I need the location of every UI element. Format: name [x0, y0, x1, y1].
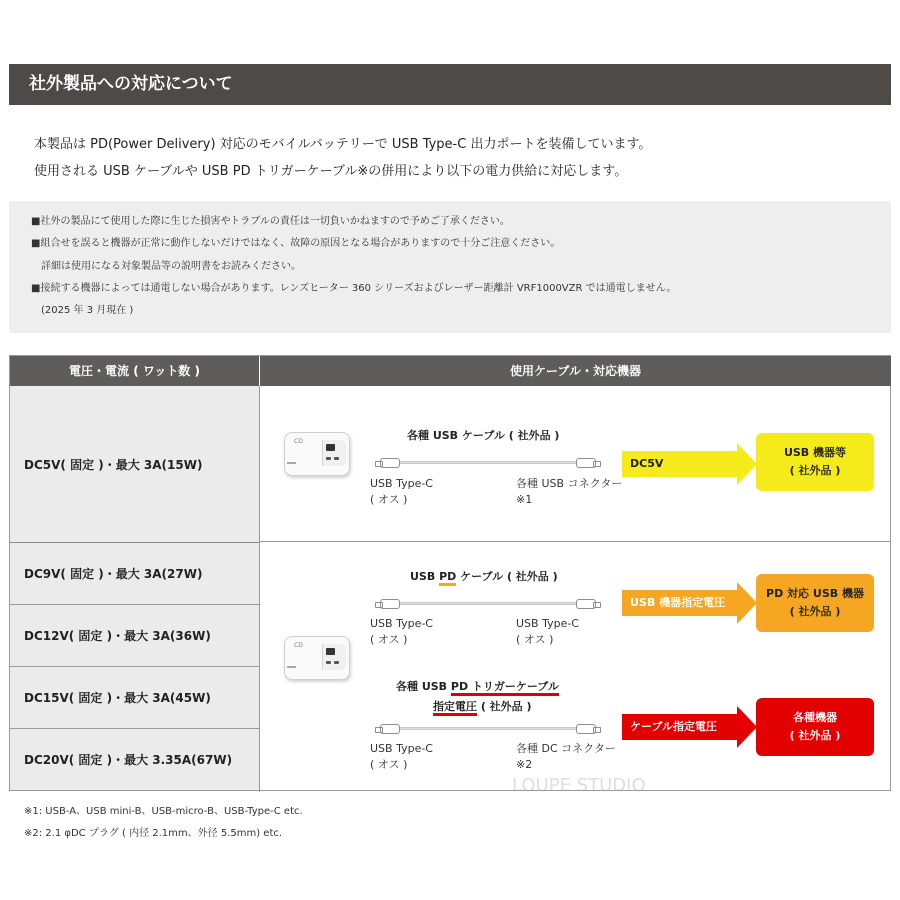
note-1: ■社外の製品にて使用した際に生じた損害やトラブルの責任は一切負いかねますので予めご了承ください。	[31, 216, 510, 227]
table-header-cable: 使用ケーブル・対応機器	[260, 356, 891, 386]
watermark: LOUPE STUDIO	[512, 775, 646, 796]
cable2-right-end: USB Type-C ( オス )	[516, 617, 579, 646]
cable3-right-end: 各種 DC コネクター ※2	[516, 742, 616, 771]
device-box-pd: PD 対応 USB 機器 ( 社外品 )	[756, 574, 874, 632]
spec-table	[9, 355, 891, 791]
row-dc20v: DC20V( 固定 )・最大 3.35A(67W)	[10, 728, 259, 790]
cable1-right-end: 各種 USB コネクター ※1	[516, 477, 623, 506]
cable2-left-end: USB Type-C ( オス )	[370, 617, 433, 646]
note-date: (2025 年 3 月現在 )	[41, 305, 134, 317]
row-separator	[260, 541, 891, 542]
note-3: 詳細は使用になる対象製品等の説明書をお読みください。	[41, 260, 301, 272]
power-bank-image-1: CD	[284, 432, 352, 478]
table-header-voltage: 電圧・電流 ( ワット数 )	[10, 356, 259, 386]
device-box-usb: USB 機器等 ( 社外品 )	[756, 433, 874, 491]
note-2: ■組合せを誤ると機器が正常に動作しないだけではなく、故障の原因となる場合がありますので十分ご注意ください。	[31, 238, 561, 250]
arrow-cable-voltage: ケーブル指定電圧	[622, 706, 757, 748]
table-divider	[259, 386, 260, 792]
intro-line-2: 使用される USB ケーブルや USB PD トリガーケーブル※の併用により以下の電力供給に対応します。	[34, 164, 628, 179]
cable3-left-end: USB Type-C ( オス )	[370, 742, 433, 771]
section-title: 社外製品への対応について	[9, 64, 891, 105]
arrow-dc5v: DC5V	[622, 443, 757, 485]
device-box-various: 各種機器 ( 社外品 )	[756, 698, 874, 756]
row-dc15v: DC15V( 固定 )・最大 3A(45W)	[10, 666, 259, 728]
footnote-1: ※1: USB-A、USB mini-B、USB-micro-B、USB-Type-C etc.	[24, 806, 303, 817]
row-dc5v: DC5V( 固定 )・最大 3A(15W)	[10, 386, 259, 542]
cable-title-3: 各種 USB PD トリガーケーブル	[396, 678, 559, 694]
row-dc9v: DC9V( 固定 )・最大 3A(27W)	[10, 542, 259, 604]
footnote-2: ※2: 2.1 φDC プラグ ( 内径 2.1mm、外径 5.5mm) etc.	[24, 828, 283, 839]
intro-text	[34, 131, 651, 185]
intro-line-1: 本製品は PD(Power Delivery) 対応のモバイルバッテリーで USB Type-C 出力ポートを装備しています。	[34, 137, 652, 152]
usb-pd-cable-icon	[380, 599, 596, 609]
row-dc12v: DC12V( 固定 )・最大 3A(36W)	[10, 604, 259, 666]
cable-title-2: USB PD ケーブル ( 社外品 )	[410, 568, 558, 584]
arrow-usb-voltage: USB 機器指定電圧	[622, 582, 757, 624]
power-bank-image-2: CD	[284, 636, 352, 682]
notes-box	[9, 201, 891, 333]
cable1-left-end: USB Type-C ( オス )	[370, 477, 433, 506]
cable-title-1: 各種 USB ケーブル ( 社外品 )	[407, 429, 560, 442]
pd-trigger-cable-icon	[380, 724, 596, 734]
usb-cable-icon	[380, 458, 596, 468]
cable-title-3b: 指定電圧 ( 社外品 )	[433, 698, 532, 714]
note-4: ■接続する機器によっては通電しない場合があります。レンズヒーター 360 シリーズおよびレーザー距離計 VRF1000VZR では通電しません。	[31, 282, 677, 294]
